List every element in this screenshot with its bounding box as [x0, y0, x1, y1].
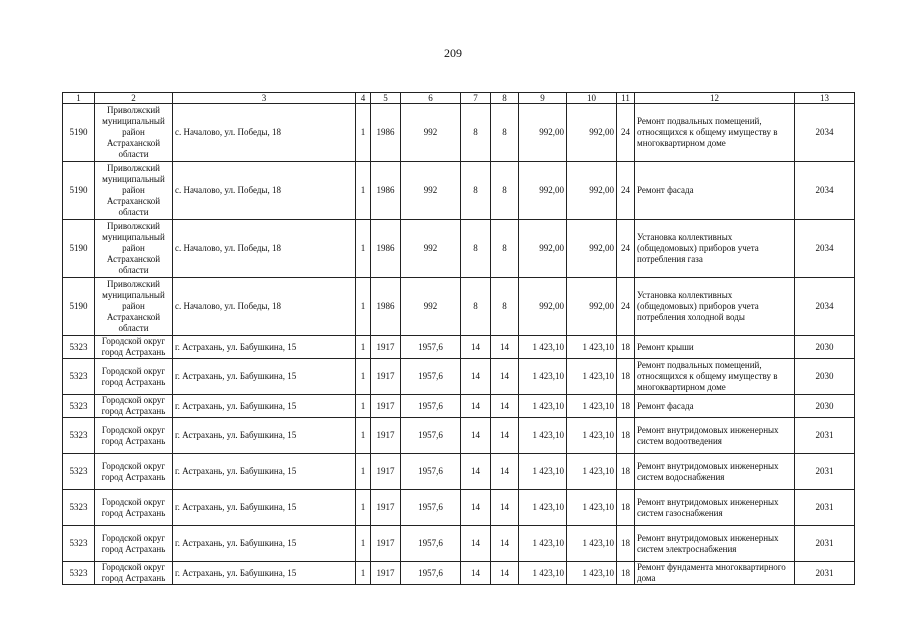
- table-row: [63, 562, 855, 585]
- cell-work-type: Установка коллективных (общедомовых) приборов учета потребления холодной воды: [635, 278, 795, 336]
- table-header: [63, 93, 855, 104]
- table-row: [63, 336, 855, 359]
- cell-col-10: 1 423,10: [567, 336, 617, 359]
- cell-col-7: 8: [461, 278, 491, 336]
- cell-area: 992: [401, 104, 461, 162]
- column-header-1: 1: [63, 93, 95, 104]
- cell-object-id: 5323: [63, 395, 95, 418]
- cell-col-8: 8: [491, 220, 519, 278]
- column-number-row: [63, 93, 855, 104]
- cell-col-7: 14: [461, 526, 491, 562]
- cell-year: 1917: [371, 490, 401, 526]
- cell-col-10: 992,00: [567, 162, 617, 220]
- cell-municipality: Приволжский муниципальный район Астраханской области: [95, 104, 173, 162]
- cell-col-4: 1: [356, 562, 371, 585]
- column-header-4: 4: [356, 93, 371, 104]
- cell-period: 2034: [795, 104, 855, 162]
- table-row: [63, 162, 855, 220]
- cell-address: г. Астрахань, ул. Бабушкина, 15: [173, 526, 356, 562]
- cell-col-9: 992,00: [519, 104, 567, 162]
- cell-municipality: Городской округ город Астрахань: [95, 418, 173, 454]
- cell-col-8: 8: [491, 104, 519, 162]
- cell-work-type: Ремонт фундамента многоквартирного дома: [635, 562, 795, 585]
- column-header-3: 3: [173, 93, 356, 104]
- cell-col-7: 14: [461, 418, 491, 454]
- cell-col-7: 8: [461, 162, 491, 220]
- cell-col-11: 24: [617, 104, 635, 162]
- cell-work-type: Ремонт внутридомовых инженерных систем электроснабжения: [635, 526, 795, 562]
- cell-object-id: 5190: [63, 278, 95, 336]
- cell-address: г. Астрахань, ул. Бабушкина, 15: [173, 454, 356, 490]
- cell-object-id: 5190: [63, 162, 95, 220]
- cell-area: 1957,6: [401, 359, 461, 395]
- cell-municipality: Приволжский муниципальный район Астраханской области: [95, 220, 173, 278]
- cell-col-9: 992,00: [519, 278, 567, 336]
- cell-col-4: 1: [356, 359, 371, 395]
- cell-work-type: Установка коллективных (общедомовых) приборов учета потребления газа: [635, 220, 795, 278]
- cell-col-7: 8: [461, 220, 491, 278]
- cell-address: г. Астрахань, ул. Бабушкина, 15: [173, 562, 356, 585]
- cell-period: 2030: [795, 359, 855, 395]
- cell-col-11: 18: [617, 490, 635, 526]
- cell-work-type: Ремонт внутридомовых инженерных систем водоотведения: [635, 418, 795, 454]
- column-header-2: 2: [95, 93, 173, 104]
- cell-object-id: 5323: [63, 526, 95, 562]
- cell-col-11: 18: [617, 562, 635, 585]
- cell-col-11: 18: [617, 526, 635, 562]
- table-row: [63, 454, 855, 490]
- cell-year: 1917: [371, 336, 401, 359]
- cell-col-8: 14: [491, 562, 519, 585]
- cell-period: 2030: [795, 395, 855, 418]
- cell-municipality: Городской округ город Астрахань: [95, 359, 173, 395]
- cell-period: 2031: [795, 490, 855, 526]
- cell-address: с. Началово, ул. Победы, 18: [173, 220, 356, 278]
- cell-col-10: 1 423,10: [567, 359, 617, 395]
- cell-object-id: 5323: [63, 562, 95, 585]
- table-row: [63, 359, 855, 395]
- cell-col-8: 14: [491, 454, 519, 490]
- cell-area: 1957,6: [401, 562, 461, 585]
- cell-area: 992: [401, 278, 461, 336]
- cell-col-11: 24: [617, 278, 635, 336]
- table-row: [63, 220, 855, 278]
- cell-year: 1917: [371, 395, 401, 418]
- cell-col-10: 1 423,10: [567, 418, 617, 454]
- cell-col-7: 14: [461, 395, 491, 418]
- cell-col-10: 1 423,10: [567, 490, 617, 526]
- cell-col-11: 18: [617, 336, 635, 359]
- cell-col-9: 1 423,10: [519, 454, 567, 490]
- cell-col-7: 14: [461, 359, 491, 395]
- cell-col-8: 8: [491, 162, 519, 220]
- cell-col-11: 18: [617, 359, 635, 395]
- cell-col-11: 24: [617, 220, 635, 278]
- cell-col-9: 1 423,10: [519, 562, 567, 585]
- cell-work-type: Ремонт внутридомовых инженерных систем водоснабжения: [635, 454, 795, 490]
- cell-area: 992: [401, 220, 461, 278]
- cell-col-7: 14: [461, 454, 491, 490]
- table-row: [63, 395, 855, 418]
- column-header-5: 5: [371, 93, 401, 104]
- cell-period: 2030: [795, 336, 855, 359]
- cell-col-8: 14: [491, 490, 519, 526]
- cell-col-4: 1: [356, 526, 371, 562]
- cell-col-4: 1: [356, 278, 371, 336]
- cell-col-8: 14: [491, 526, 519, 562]
- page-number: 209: [444, 46, 462, 60]
- cell-col-8: 14: [491, 359, 519, 395]
- cell-year: 1917: [371, 418, 401, 454]
- column-header-11: 11: [617, 93, 635, 104]
- cell-period: 2034: [795, 278, 855, 336]
- cell-col-7: 8: [461, 104, 491, 162]
- cell-col-8: 14: [491, 395, 519, 418]
- cell-address: г. Астрахань, ул. Бабушкина, 15: [173, 336, 356, 359]
- cell-municipality: Приволжский муниципальный район Астраханской области: [95, 162, 173, 220]
- cell-col-10: 992,00: [567, 278, 617, 336]
- cell-col-9: 1 423,10: [519, 526, 567, 562]
- cell-col-9: 1 423,10: [519, 490, 567, 526]
- cell-municipality: Городской округ город Астрахань: [95, 395, 173, 418]
- table-row: [63, 104, 855, 162]
- cell-work-type: Ремонт фасада: [635, 395, 795, 418]
- cell-period: 2034: [795, 220, 855, 278]
- cell-municipality: Городской округ город Астрахань: [95, 336, 173, 359]
- cell-work-type: Ремонт подвальных помещений, относящихся к общему имуществу в многоквартирном доме: [635, 104, 795, 162]
- cell-year: 1917: [371, 562, 401, 585]
- cell-area: 1957,6: [401, 490, 461, 526]
- cell-year: 1986: [371, 162, 401, 220]
- cell-work-type: Ремонт фасада: [635, 162, 795, 220]
- cell-col-10: 992,00: [567, 104, 617, 162]
- cell-col-4: 1: [356, 104, 371, 162]
- cell-period: 2031: [795, 526, 855, 562]
- cell-address: с. Началово, ул. Победы, 18: [173, 104, 356, 162]
- cell-period: 2031: [795, 562, 855, 585]
- cell-object-id: 5323: [63, 490, 95, 526]
- cell-work-type: Ремонт внутридомовых инженерных систем газоснабжения: [635, 490, 795, 526]
- cell-col-9: 992,00: [519, 162, 567, 220]
- cell-address: г. Астрахань, ул. Бабушкина, 15: [173, 395, 356, 418]
- cell-col-4: 1: [356, 418, 371, 454]
- cell-col-11: 18: [617, 454, 635, 490]
- cell-year: 1986: [371, 278, 401, 336]
- column-header-12: 12: [635, 93, 795, 104]
- table-row: [63, 418, 855, 454]
- cell-address: с. Началово, ул. Победы, 18: [173, 278, 356, 336]
- cell-col-8: 14: [491, 418, 519, 454]
- cell-object-id: 5190: [63, 220, 95, 278]
- cell-area: 1957,6: [401, 526, 461, 562]
- cell-col-9: 1 423,10: [519, 395, 567, 418]
- cell-col-11: 18: [617, 418, 635, 454]
- cell-col-10: 1 423,10: [567, 562, 617, 585]
- cell-col-4: 1: [356, 454, 371, 490]
- cell-address: г. Астрахань, ул. Бабушкина, 15: [173, 359, 356, 395]
- column-header-9: 9: [519, 93, 567, 104]
- cell-address: г. Астрахань, ул. Бабушкина, 15: [173, 418, 356, 454]
- cell-area: 1957,6: [401, 336, 461, 359]
- cell-period: 2031: [795, 454, 855, 490]
- cell-object-id: 5323: [63, 454, 95, 490]
- table-row: [63, 526, 855, 562]
- cell-col-4: 1: [356, 220, 371, 278]
- table-body: [63, 104, 855, 585]
- cell-address: с. Началово, ул. Победы, 18: [173, 162, 356, 220]
- cell-col-9: 1 423,10: [519, 418, 567, 454]
- cell-municipality: Приволжский муниципальный район Астраханской области: [95, 278, 173, 336]
- cell-col-9: 1 423,10: [519, 336, 567, 359]
- cell-col-4: 1: [356, 162, 371, 220]
- cell-period: 2031: [795, 418, 855, 454]
- cell-col-9: 1 423,10: [519, 359, 567, 395]
- cell-municipality: Городской округ город Астрахань: [95, 490, 173, 526]
- cell-object-id: 5323: [63, 336, 95, 359]
- cell-col-10: 992,00: [567, 220, 617, 278]
- cell-year: 1917: [371, 454, 401, 490]
- cell-year: 1917: [371, 359, 401, 395]
- cell-col-7: 14: [461, 562, 491, 585]
- cell-col-10: 1 423,10: [567, 454, 617, 490]
- cell-col-10: 1 423,10: [567, 526, 617, 562]
- column-header-13: 13: [795, 93, 855, 104]
- column-header-7: 7: [461, 93, 491, 104]
- cell-col-4: 1: [356, 395, 371, 418]
- cell-col-8: 14: [491, 336, 519, 359]
- table-row: [63, 490, 855, 526]
- cell-year: 1986: [371, 220, 401, 278]
- cell-work-type: Ремонт подвальных помещений, относящихся к общему имуществу в многоквартирном доме: [635, 359, 795, 395]
- cell-col-4: 1: [356, 490, 371, 526]
- repair-register-table: [62, 92, 855, 585]
- cell-col-9: 992,00: [519, 220, 567, 278]
- cell-year: 1986: [371, 104, 401, 162]
- cell-col-8: 8: [491, 278, 519, 336]
- cell-object-id: 5323: [63, 359, 95, 395]
- column-header-6: 6: [401, 93, 461, 104]
- cell-work-type: Ремонт крыши: [635, 336, 795, 359]
- cell-municipality: Городской округ город Астрахань: [95, 562, 173, 585]
- cell-period: 2034: [795, 162, 855, 220]
- cell-year: 1917: [371, 526, 401, 562]
- cell-object-id: 5323: [63, 418, 95, 454]
- cell-area: 1957,6: [401, 395, 461, 418]
- cell-col-10: 1 423,10: [567, 395, 617, 418]
- cell-area: 992: [401, 162, 461, 220]
- table-row: [63, 278, 855, 336]
- cell-col-7: 14: [461, 490, 491, 526]
- column-header-8: 8: [491, 93, 519, 104]
- cell-municipality: Городской округ город Астрахань: [95, 454, 173, 490]
- cell-address: г. Астрахань, ул. Бабушкина, 15: [173, 490, 356, 526]
- cell-municipality: Городской округ город Астрахань: [95, 526, 173, 562]
- cell-area: 1957,6: [401, 454, 461, 490]
- cell-col-11: 24: [617, 162, 635, 220]
- cell-object-id: 5190: [63, 104, 95, 162]
- cell-col-4: 1: [356, 336, 371, 359]
- cell-area: 1957,6: [401, 418, 461, 454]
- column-header-10: 10: [567, 93, 617, 104]
- cell-col-7: 14: [461, 336, 491, 359]
- cell-col-11: 18: [617, 395, 635, 418]
